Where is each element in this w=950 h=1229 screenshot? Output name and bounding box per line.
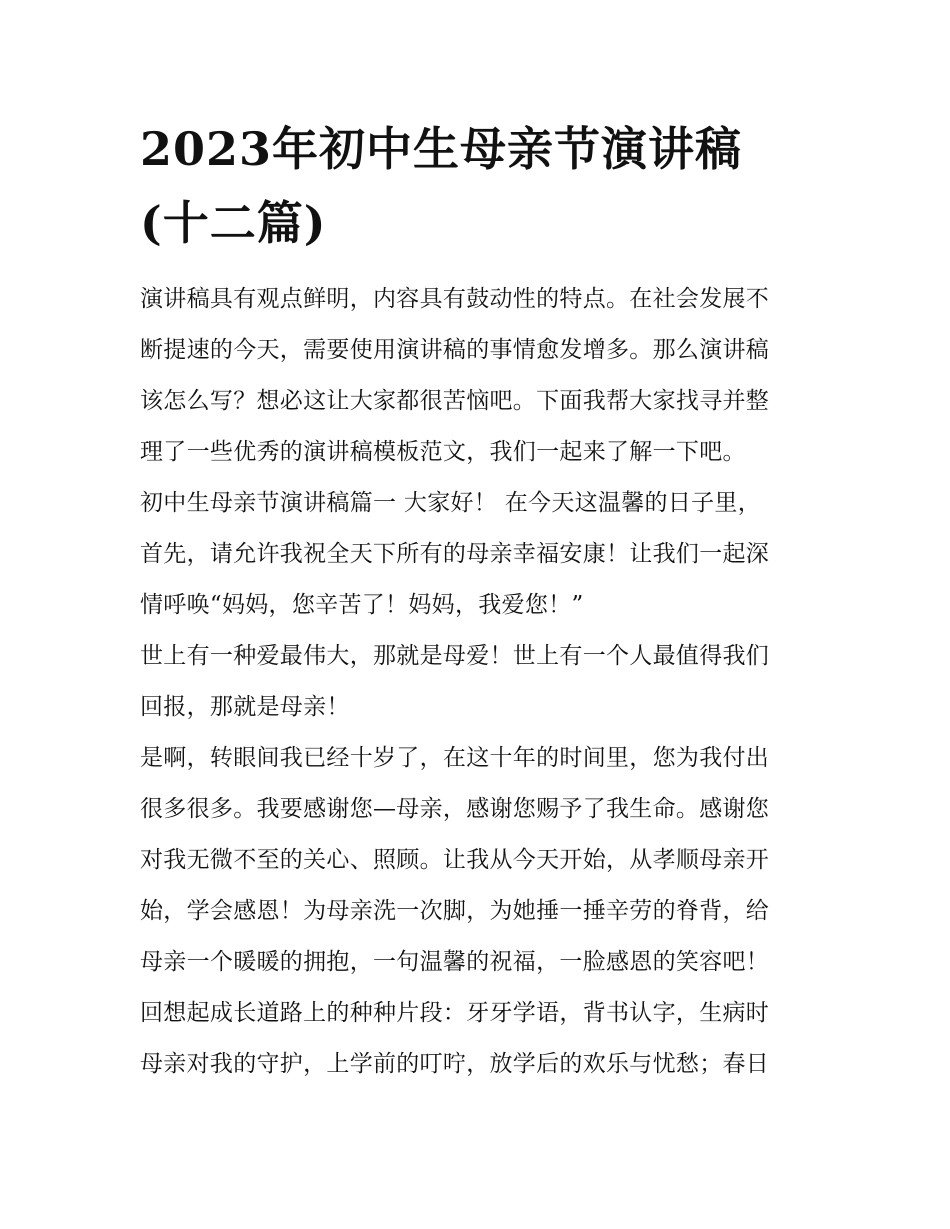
body-line: 母亲对我的守护，上学前的叮咛，放学后的欢乐与忧愁；春日 [140, 1051, 770, 1077]
body-line: 世上有一种爱最伟大，那就是母爱！世上有一个人最值得我们 [140, 643, 770, 669]
body-line: 很多很多。我要感谢您—母亲，感谢您赐予了我生命。感谢您 [140, 796, 770, 822]
body-line: 始，学会感恩！为母亲洗一次脚，为她捶一捶辛劳的脊背，给 [140, 898, 770, 924]
body-line: 对我无微不至的关心、照顾。让我从今天开始，从孝顺母亲开 [140, 847, 770, 873]
body-line: 断提速的今天，需要使用演讲稿的事情愈发增多。那么演讲稿 [140, 337, 770, 363]
document-body [140, 274, 820, 1090]
body-line: 回想起成长道路上的种种片段：牙牙学语，背书认字，生病时 [140, 1000, 770, 1026]
body-line: 情呼唤“妈妈，您辛苦了！妈妈，我爱您！” [140, 592, 584, 618]
body-line: 该怎么写？想必这让大家都很苦恼吧。下面我帮大家找寻并整 [140, 388, 770, 414]
title-line: 2023年初中生母亲节演讲稿 [140, 122, 743, 176]
body-line: 理了一些优秀的演讲稿模板范文，我们一起来了解一下吧。 [140, 439, 746, 465]
body-line: 首先，请允许我祝全天下所有的母亲幸福安康！让我们一起深 [140, 541, 770, 567]
body-line: 演讲稿具有观点鲜明，内容具有鼓动性的特点。在社会发展不 [140, 286, 770, 312]
body-line: 回报，那就是母亲！ [140, 694, 350, 720]
body-line: 初中生母亲节演讲稿篇一 大家好！ 在今天这温馨的日子里， [140, 490, 762, 516]
document-title [140, 112, 820, 260]
title-line: (十二篇) [140, 196, 327, 250]
body-line: 是啊，转眼间我已经十岁了，在这十年的时间里，您为我付出 [140, 745, 770, 771]
body-line: 母亲一个暖暖的拥抱，一句温馨的祝福，一脸感恩的笑容吧！ [140, 949, 770, 975]
